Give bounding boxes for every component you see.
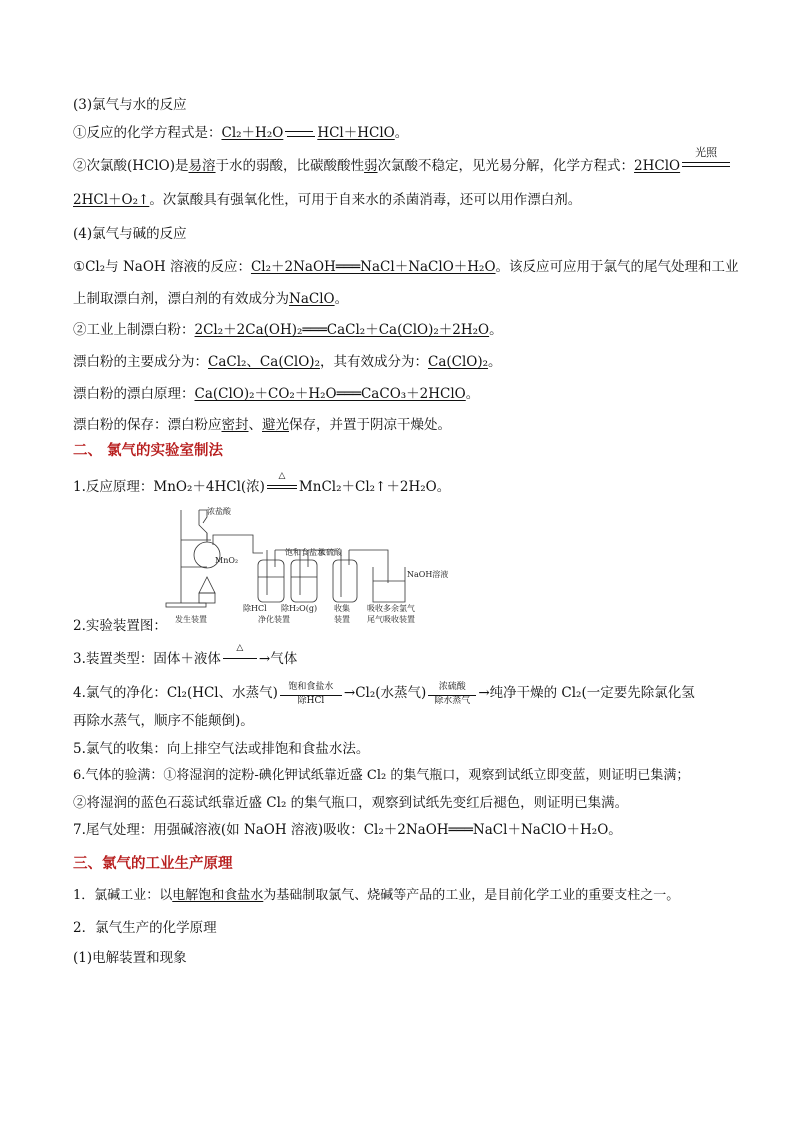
burner-flame — [199, 577, 215, 593]
label-saturated-brine: 饱和食盐水 — [285, 548, 325, 557]
full-check-line-1: 6.气体的验满：①将湿润的淀粉-碘化钾试纸靠近盛 Cl₂ 的集气瓶口，观察到试纸立即变蓝，则证明已集满； — [73, 768, 690, 783]
label-conc-hcl: 浓盐酸 — [207, 507, 231, 516]
bleach-principle-line — [73, 385, 479, 403]
collecting-bottle — [333, 560, 357, 602]
blank-answer: NaClO — [289, 291, 335, 307]
item-text: 漂白粉的保存：漂白粉应 — [73, 417, 222, 433]
equation-left: Cl₂＋H₂O — [221, 125, 284, 141]
washing-bottle-1 — [258, 560, 284, 602]
bottle-1-tubes — [267, 550, 275, 595]
device-type-line — [73, 642, 298, 669]
electrolysis-line: (1)电解装置和现象 — [73, 950, 187, 966]
condition-label: △ — [236, 642, 244, 653]
label-absorb: 吸收多余氯气 — [367, 604, 415, 613]
item-text: ①Cl₂与 NaOH 溶液的反应： — [73, 259, 251, 275]
condition-arrow — [682, 145, 730, 176]
bleach-powder-line — [73, 321, 503, 339]
item-text: →Cl₂(水蒸气) — [343, 685, 427, 701]
item-text: 漂白粉的主要成分为： — [73, 354, 208, 370]
apparatus-caption: 2.实验装置图： — [73, 618, 167, 634]
hclo-decomposition-line — [73, 191, 581, 209]
section-heading-base: (4)氯气与碱的反应 — [73, 226, 187, 242]
item-text: 。 — [465, 386, 480, 402]
item-text: 。 — [489, 322, 503, 338]
equation: Cl₂＋2NaOH═══NaCl＋NaClO＋H₂O — [250, 259, 496, 275]
funnel-top — [199, 510, 207, 523]
item-text: 为基础制取氯气、烧碱等产品的工业，是目前化学工业的重要支柱之一。 — [263, 888, 680, 903]
condition-bottom: 除HCl — [297, 695, 325, 706]
equation: Ca(ClO)₂＋CO₂＋H₂O═══CaCO₃＋2HClO — [194, 386, 466, 402]
label-conc-h2so4: 浓硫酸 — [318, 548, 342, 557]
equals-bar — [682, 166, 730, 167]
blank-answer: 密封 — [221, 417, 249, 433]
condition-label: 光照 — [695, 145, 718, 159]
label-collect: 收集 — [334, 604, 350, 613]
item-text: MnCl₂＋Cl₂↑＋2H₂O。 — [298, 479, 451, 495]
condition-bottom: 除水蒸气 — [434, 695, 471, 706]
equation-right: HCl＋HClO — [317, 125, 395, 141]
equals-bar — [267, 485, 297, 486]
label-remove-water: 除H₂O(g) — [281, 604, 318, 613]
delivery-tube — [213, 535, 263, 553]
blank-answer: 弱 — [364, 158, 378, 174]
label-remove-hcl: 除HCl — [243, 604, 267, 613]
section-heading-industry: 三、氯气的工业生产原理 — [73, 856, 233, 872]
equals-bar — [267, 488, 297, 489]
label-purification: 净化装置 — [258, 615, 290, 624]
item-text: →纯净干燥的 Cl₂(一定要先除氯化氢 — [478, 685, 695, 701]
item-text: ②次氯酸(HClO)是 — [73, 158, 189, 174]
blank-answer: CaCl₂、Ca(ClO)₂ — [208, 354, 320, 370]
collection-line: 5.氯气的收集：向上排空气法或排饱和食盐水法。 — [73, 741, 370, 757]
section-heading-lab: 二、 氯气的实验室制法 — [73, 443, 224, 459]
lab-apparatus-diagram — [163, 505, 449, 630]
item-text: 。 — [334, 291, 349, 307]
item-text: →气体 — [258, 651, 298, 667]
equation-right: 2HCl＋O₂↑ — [73, 192, 150, 208]
item-text: 保存，并置于阴凉干燥处。 — [289, 417, 451, 433]
bleach-storage-line — [73, 416, 451, 434]
arrow-bar — [223, 658, 257, 659]
reversible-arrow-icon — [285, 131, 315, 137]
water-equation-line — [73, 124, 408, 142]
blank-answer: 电解饱和食盐水 — [172, 888, 264, 903]
collect-tubes — [341, 550, 349, 597]
condition-label: △ — [278, 470, 286, 481]
blank-answer: Ca(ClO)₂ — [427, 354, 489, 370]
condition-top: 饱和食盐水 — [288, 681, 334, 692]
item-text: 、 — [248, 417, 262, 433]
hclo-properties-line — [73, 145, 732, 176]
item-text: 次氯酸不稳定，见光易分解，化学方程式： — [377, 158, 635, 174]
lab-reaction-line — [73, 470, 451, 497]
bleach-agent-line — [73, 290, 348, 308]
item-text: 。该反应可应用于氯气的尾气处理和工业 — [495, 259, 739, 275]
production-principle-line: 2．氯气生产的化学原理 — [73, 920, 217, 936]
alcohol-lamp — [199, 593, 215, 603]
item-text: ②工业上制漂白粉： — [73, 322, 195, 338]
equals-bar — [682, 162, 730, 163]
label-mno2: MnO₂ — [215, 556, 239, 565]
item-text: 漂白粉的漂白原理： — [73, 386, 195, 402]
purification-line — [73, 681, 695, 706]
item-text: 。次氯酸具有强氧化性，可用于自来水的杀菌消毒，还可以用作漂白剂。 — [149, 192, 582, 208]
beaker — [373, 567, 405, 602]
item-text: 。 — [488, 354, 502, 370]
item-text: 4.氯气的净化：Cl₂(HCl、水蒸气) — [73, 685, 278, 701]
equation-left: 2HClO — [634, 158, 681, 174]
item-text: 3.装置类型：固体＋液体 — [73, 651, 221, 667]
label-generation: 发生装置 — [175, 615, 207, 624]
label-tail-gas: 尾气吸收装置 — [367, 615, 415, 624]
washing-bottle-2 — [291, 560, 317, 602]
item-text: 1.反应原理：MnO₂＋4HCl(浓) — [73, 479, 265, 495]
section-heading-water: (3)氯气与水的反应 — [73, 97, 187, 113]
label-device: 装置 — [334, 615, 350, 624]
item-text: 于水的弱酸，比碳酸酸性 — [215, 158, 365, 174]
item-text: 1．氯碱工业：以 — [73, 888, 173, 903]
item-text: 上制取漂白剂，漂白剂的有效成分为 — [73, 291, 289, 307]
heat-condition — [267, 470, 297, 497]
purification-line-2: 再除水蒸气，顺序不能颠倒)。 — [73, 713, 254, 729]
tail-gas-line: 7.尾气处理：用强碱溶液(如 NaOH 溶液)吸收：Cl₂＋2NaOH═══NaCl＋NaClO＋H₂O。 — [73, 822, 622, 838]
label-naoh: NaOH溶液 — [407, 570, 449, 579]
heat-condition — [223, 642, 257, 669]
item-text: 。 — [394, 125, 409, 141]
condition-top: 浓硫酸 — [438, 681, 466, 692]
brine-condition — [280, 681, 342, 706]
chlor-alkali-line — [73, 887, 679, 905]
acid-condition — [428, 681, 476, 706]
blank-answer: 易溶 — [188, 158, 216, 174]
tail-tube — [349, 550, 388, 583]
full-check-line-2: ②将湿润的蓝色石蕊试纸靠近盛 Cl₂ 的集气瓶口，观察到试纸先变红后褪色，则证明已集满。 — [73, 795, 629, 811]
separatory-funnel — [199, 510, 207, 540]
item-text: ，其有效成分为： — [319, 354, 428, 370]
bleach-components-line — [73, 353, 502, 371]
stand-base — [166, 603, 206, 607]
blank-answer: 避光 — [262, 417, 289, 433]
equation: 2Cl₂＋2Ca(OH)₂═══CaCl₂＋Ca(ClO)₂＋2H₂O — [194, 322, 490, 338]
item-text: ①反应的化学方程式是： — [73, 125, 222, 141]
naoh-reaction-line — [73, 258, 739, 276]
